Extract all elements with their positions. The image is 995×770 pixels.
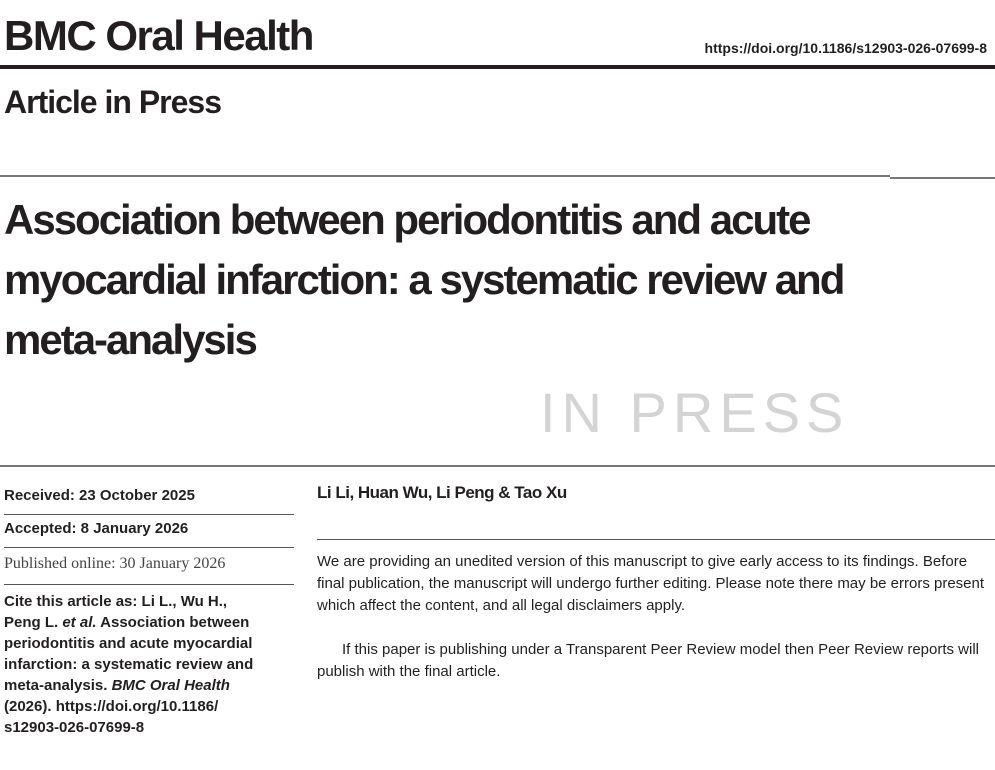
citation-text: Cite this article as: Li L., Wu H., [4, 593, 228, 610]
citation-text: Association between [96, 614, 250, 631]
early-access-notice [317, 551, 989, 683]
citation-line [4, 717, 294, 738]
authors-rule [317, 539, 995, 540]
doi-link[interactable]: https://doi.org/10.1186/s12903-026-07699-8 [704, 40, 987, 56]
citation-line [4, 675, 294, 696]
title-top-rule [0, 175, 890, 177]
title-bottom-rule [0, 465, 995, 467]
citation-text: s12903-026-07699-8 [4, 719, 145, 736]
notice-paragraph-1 [317, 551, 989, 617]
text-line: findings. Before final publication, the manuscript will undergo further editing. Please [317, 553, 968, 592]
citation-text: periodontitis and acute myocardial [4, 635, 253, 652]
citation-text: Peng L. [4, 614, 63, 631]
article-dates-column [4, 482, 294, 738]
citation-line [4, 654, 294, 675]
text-line: We are providing an unedited version of this manuscript to give early access to its [317, 553, 859, 570]
in-press-watermark: IN PRESS [540, 381, 850, 444]
title-line: meta-analysis [4, 316, 256, 363]
citation-line [4, 612, 294, 633]
header-rule [0, 65, 995, 69]
citation-text: meta-analysis. [4, 677, 112, 694]
notice-paragraph-2 [317, 639, 989, 683]
citation-line [4, 633, 294, 654]
text-line: note there may be errors present which affect the content, and all legal disclaimers [317, 575, 985, 614]
title-line: myocardial infarction: a systematic review and [4, 256, 844, 303]
text-line: Review reports will publish with the final article. [317, 641, 980, 680]
authors: Li Li, Huan Wu, Li Peng & Tao Xu [317, 483, 567, 502]
accepted-date: Accepted: 8 January 2026 [4, 515, 294, 548]
citation-text: infarction: a systematic review and [4, 656, 254, 673]
text-line: If this paper is publishing under a Transparent Peer Review model then Peer [342, 641, 850, 658]
published-date: Published online: 30 January 2026 [4, 548, 294, 585]
citation [4, 585, 294, 738]
journal-name: BMC Oral Health [4, 12, 313, 59]
title-line: Association between periodontitis and acute [4, 196, 810, 243]
received-date: Received: 23 October 2025 [4, 482, 294, 515]
citation-text: (2026). https://doi.org/10.1186/ [4, 698, 219, 715]
citation-line [4, 591, 294, 612]
citation-text: BMC Oral Health [111, 677, 230, 694]
article-title [4, 190, 989, 370]
citation-text: et al. [62, 614, 97, 631]
text-line: apply. [646, 597, 685, 614]
article-status: Article in Press [4, 84, 221, 120]
title-top-rule-right [890, 177, 995, 179]
citation-line [4, 696, 294, 717]
